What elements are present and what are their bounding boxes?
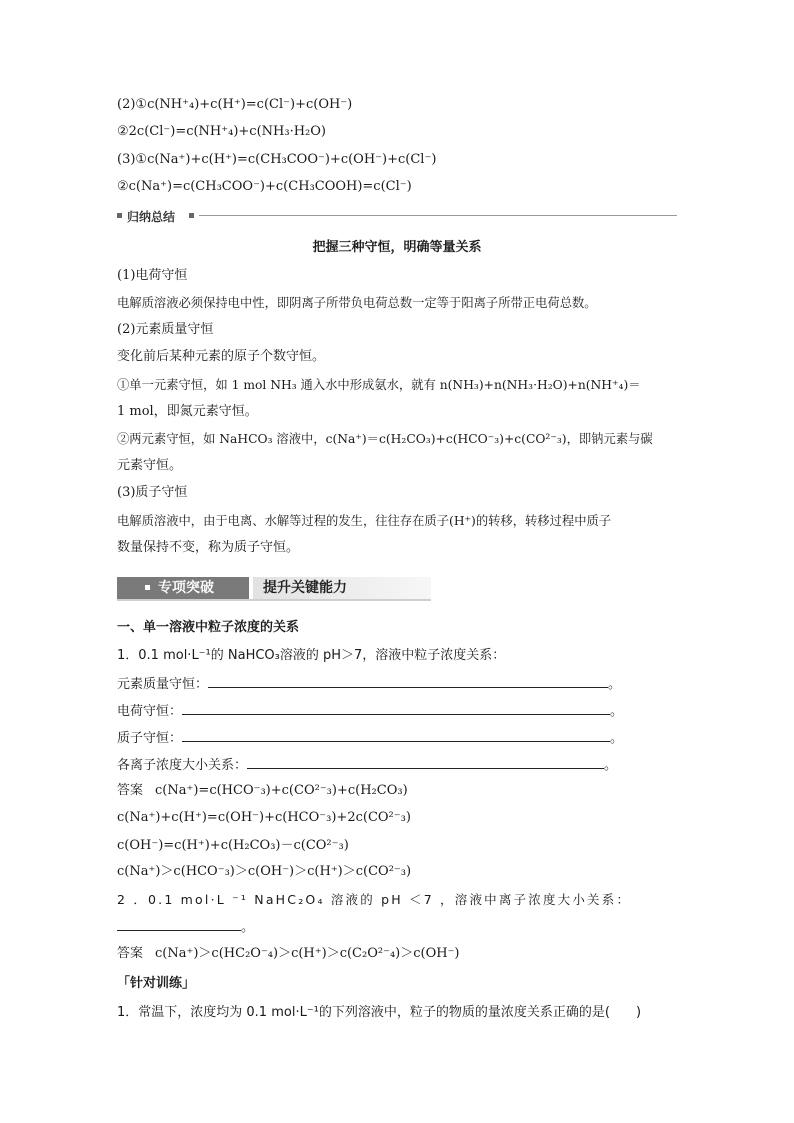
blank-row — [117, 675, 621, 693]
bullet-square-icon — [145, 585, 150, 590]
summary-label: 归纳总结 — [127, 210, 176, 224]
equation-line: ②c(Na⁺)=c(CH₃COO⁻)+c(CH₃COOH)=c(Cl⁻) — [117, 179, 412, 194]
blank-row — [117, 702, 623, 720]
blank-end: 。 — [241, 920, 255, 935]
banner-right-label: 提升关键能力 — [263, 580, 347, 596]
answer-label: 答案 — [117, 783, 144, 798]
blank-end: 。 — [610, 731, 624, 746]
answer-label: 答案 — [117, 946, 144, 961]
blank-label: 电荷守恒： — [117, 704, 183, 719]
divider — [199, 215, 677, 216]
banner-right — [253, 577, 431, 599]
bullet-square-icon — [189, 213, 194, 218]
summary-heading — [117, 208, 677, 224]
section-banner — [117, 575, 431, 601]
summary-line: 数量保持不变，称为质子守恒。 — [117, 540, 300, 555]
bullet-square-icon — [117, 213, 122, 218]
answer-text: c(Na⁺)＞c(HC₂O⁻₄)＞c(H⁺)＞c(C₂O²⁻₄)＞c(OH⁻) — [155, 946, 460, 961]
answer-text: c(Na⁺)+c(H⁺)=c(OH⁻)+c(HCO⁻₃)+2c(CO²⁻₃) — [117, 810, 411, 825]
question-stem: 1．0.1 mol·L⁻¹的 NaHCO₃溶液的 pH＞7，溶液中粒子浓度关系： — [117, 648, 506, 663]
summary-line: 1 mol，即氮元素守恒。 — [117, 404, 258, 419]
equation-line: (3)①c(Na⁺)+c(H⁺)=c(CH₃COO⁻)+c(OH⁻)+c(Cl⁻) — [117, 152, 437, 167]
blank-row — [117, 918, 254, 936]
blank-label: 质子守恒： — [117, 731, 183, 746]
summary-line: 电解质溶液中，由于电离、水解等过程的发生，往往存在质子(H⁺)的转移，转移过程中质子 — [117, 514, 612, 528]
question-stem: 1．常温下，浓度均为 0.1 mol·L⁻¹的下列溶液中，粒子的物质的量浓度关系正确的是( ) — [117, 1005, 642, 1020]
equation-line: (2)①c(NH⁺₄)+c(H⁺)=c(Cl⁻)+c(OH⁻) — [117, 97, 353, 112]
answer-blank[interactable] — [182, 729, 610, 742]
summary-line: ②两元素守恒，如 NaHCO₃ 溶液中，c(Na⁺)＝c(H₂CO₃)+c(HCO⁻₃)+c(CO²⁻₃)，即钠元素与碳 — [117, 432, 653, 446]
blank-label: 各离子浓度大小关系： — [117, 758, 248, 773]
blank-row — [117, 729, 623, 747]
summary-line: (1)电荷守恒 — [117, 268, 188, 283]
answer-text: c(Na⁺)=c(HCO⁻₃)+c(CO²⁻₃)+c(H₂CO₃) — [155, 783, 408, 798]
banner-left — [117, 577, 249, 599]
answer-row — [117, 783, 408, 799]
blank-end: 。 — [604, 758, 618, 773]
summary-line: (2)元素质量守恒 — [117, 322, 214, 337]
blank-row — [117, 756, 617, 774]
summary-line: 元素守恒。 — [117, 458, 183, 473]
summary-line: 变化前后某种元素的原子个数守恒。 — [117, 349, 326, 364]
blank-end: 。 — [610, 704, 624, 719]
training-title: 「针对训练」 — [117, 976, 196, 991]
blank-label: 元素质量守恒： — [117, 677, 209, 692]
answer-blank[interactable] — [247, 756, 604, 769]
answer-text: c(OH⁻)=c(H⁺)+c(H₂CO₃)－c(CO²⁻₃) — [117, 838, 349, 853]
question-stem: 2 ．0.1 mol·L ⁻¹ NaHC₂O₄ 溶液的 pH ＜7 ，溶液中离子浓度大小关系： — [117, 892, 632, 907]
answer-blank[interactable] — [208, 675, 608, 688]
summary-line: 电解质溶液必须保持电中性，即阴离子所带负电荷总数一定等于阳离子所带正电荷总数。 — [117, 296, 597, 310]
summary-line: (3)质子守恒 — [117, 485, 188, 500]
summary-title: 把握三种守恒，明确等量关系 — [312, 240, 482, 255]
answer-blank[interactable] — [182, 702, 610, 715]
blank-end: 。 — [608, 677, 622, 692]
answer-text: c(Na⁺)＞c(HCO⁻₃)＞c(OH⁻)＞c(H⁺)＞c(CO²⁻₃) — [117, 864, 412, 879]
section-title: 一、单一溶液中粒子浓度的关系 — [117, 620, 300, 635]
banner-underline — [117, 599, 431, 601]
equation-line: ②2c(Cl⁻)=c(NH⁺₄)+c(NH₃·H₂O) — [117, 124, 326, 139]
summary-line: ①单一元素守恒，如 1 mol NH₃ 通入水中形成氨水，就有 n(NH₃)+n(NH₃·H₂O)+n(NH⁺₄)＝ — [117, 378, 641, 392]
answer-row — [117, 946, 460, 962]
banner-left-label: 专项突破 — [158, 580, 214, 596]
answer-blank[interactable] — [117, 918, 241, 931]
